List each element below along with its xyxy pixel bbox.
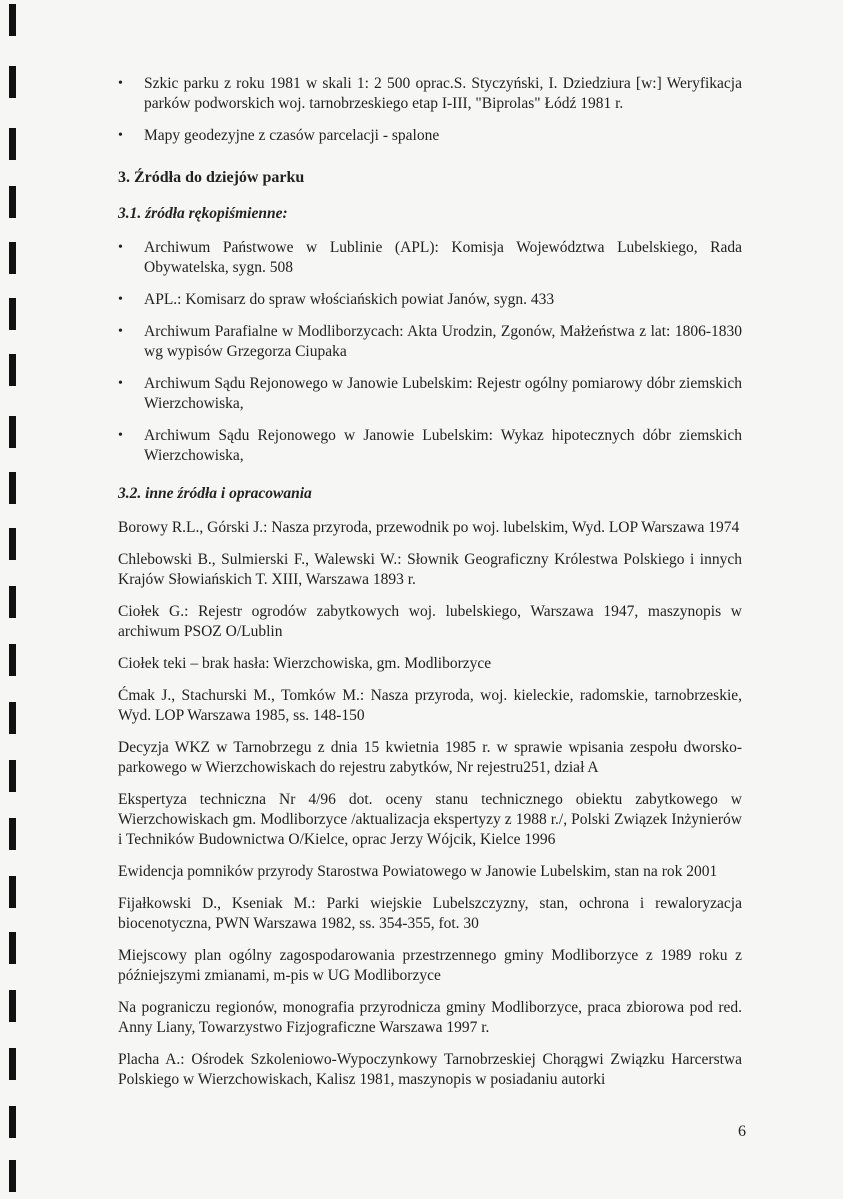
reference-item: Na pograniczu regionów, monografia przyrodnicza gminy Modliborzyce, praca zbiorowa pod red. Anny Liany, Towarzystwo Fizjograficzne Warszawa 1997 r. (118, 999, 742, 1036)
binding-hole (9, 66, 16, 98)
reference-item: Decyzja WKZ w Tarnobrzegu z dnia 15 kwietnia 1985 r. w sprawie wpisania zespołu dworsko-parkowego w Wierzchowiskach do rejestru zabytków, Nr rejestru251, dział A (118, 739, 742, 776)
binding-hole (9, 990, 16, 1022)
binding-hole (9, 242, 16, 274)
list-item: • Archiwum Parafialne w Modliborzycach: Akta Urodzin, Zgonów, Małżeństwa z lat: 1806-1830 wg wypisów Grzegorza Ciupaka (118, 322, 742, 362)
list-item: • Szkic parku z roku 1981 w skali 1: 2 500 oprac.S. Styczyński, I. Dziedziura [w:] Weryfikacja parków podworskich woj. tarnobrzeskiego etap I-III, "Biprolas" Łódź 1981 r. (118, 74, 742, 114)
subsection-heading: 3.1. źródła rękopiśmienne: (118, 205, 288, 222)
binding-hole (9, 354, 16, 386)
reference-item: Ćmak J., Stachurski M., Tomków M.: Nasza przyroda, woj. kieleckie, radomskie, tarnobrzeskie, Wyd. LOP Warszawa 1985, ss. 148-150 (118, 687, 742, 724)
list-item: • APL.: Komisarz do spraw włościańskich powiat Janów, sygn. 433 (118, 290, 742, 310)
section-heading: 3. Źródła do dziejów parku (118, 169, 305, 186)
list-item: • Mapy geodezyjne z czasów parcelacji - spalone (118, 126, 742, 146)
reference-item: Fijałkowski D., Kseniak M.: Parki wiejskie Lubelszczyzny, stan, ochrona i rewaloryzacja biocenotyczna, PWN Warszawa 1982, ss. 354-355, fot. 30 (118, 895, 742, 932)
list-item: • Archiwum Sądu Rejonowego w Janowie Lubelskim: Rejestr ogólny pomiarowy dóbr ziemskich Wierzchowiska, (118, 374, 742, 414)
page-content (118, 74, 742, 1102)
binding-hole (9, 186, 16, 218)
list-item: • Archiwum Sądu Rejonowego w Janowie Lubelskim: Wykaz hipotecznych dóbr ziemskich Wierzchowiska, (118, 426, 742, 466)
binding-hole (9, 1048, 16, 1080)
binding-hole (9, 528, 16, 560)
reference-item: Ciołek G.: Rejestr ogrodów zabytkowych woj. lubelskiego, Warszawa 1947, maszynopis w archiwum PSOZ O/Lublin (118, 603, 742, 640)
binding-hole (9, 644, 16, 676)
binding-hole (9, 298, 16, 330)
binding-hole (9, 472, 16, 504)
reference-item: Ewidencja pomników przyrody Starostwa Powiatowego w Janowie Lubelskim, stan na rok 2001 (118, 863, 718, 880)
binding-hole (9, 1106, 16, 1138)
subsection-heading: 3.2. inne źródła i opracowania (118, 485, 312, 502)
reference-item: Chlebowski B., Sulmierski F., Walewski W.: Słownik Geograficzny Królestwa Polskiego i innych Krajów Słowiańskich T. XIII, Warszawa 1893 r. (118, 551, 742, 588)
binding-hole (9, 4, 16, 36)
reference-item: Miejscowy plan ogólny zagospodarowania przestrzennego gminy Modliborzyce z 1989 roku z późniejszymi zmianami, m-pis w UG Modliborzyce (118, 947, 742, 984)
page-number: 6 (738, 1123, 746, 1140)
binding-hole (9, 702, 16, 734)
binding-hole (9, 818, 16, 850)
binding-hole (9, 932, 16, 964)
binding-hole (9, 1160, 16, 1192)
binding-hole (9, 128, 16, 160)
reference-item: Ciołek teki – brak hasła: Wierzchowiska, gm. Modliborzyce (118, 655, 492, 672)
binding-holes (0, 0, 30, 1199)
binding-hole (9, 416, 16, 448)
binding-hole (9, 586, 16, 618)
reference-item: Ekspertyza techniczna Nr 4/96 dot. oceny stanu technicznego obiektu zabytkowego w Wierzchowiskach gm. Modliborzyce /aktualizacja ekspertyzy z 1988 r./, Polski Związek Inżynierów i Techników Budownictwa O/Kielce, oprac Jerzy Wójcik, Kielce 1996 (118, 791, 742, 848)
list-item: • Archiwum Państwowe w Lublinie (APL): Komisja Województwa Lubelskiego, Rada Obywatelska, sygn. 508 (118, 238, 742, 278)
binding-hole (9, 876, 16, 908)
reference-item: Borowy R.L., Górski J.: Nasza przyroda, przewodnik po woj. lubelskim, Wyd. LOP Warszawa 1974 (118, 519, 740, 536)
reference-item: Placha A.: Ośrodek Szkoleniowo-Wypoczynkowy Tarnobrzeskiej Chorągwi Związku Harcerstwa Polskiego w Wierzchowiskach, Kalisz 1981, maszynopis w posiadaniu autorki (118, 1051, 742, 1088)
binding-hole (9, 760, 16, 792)
